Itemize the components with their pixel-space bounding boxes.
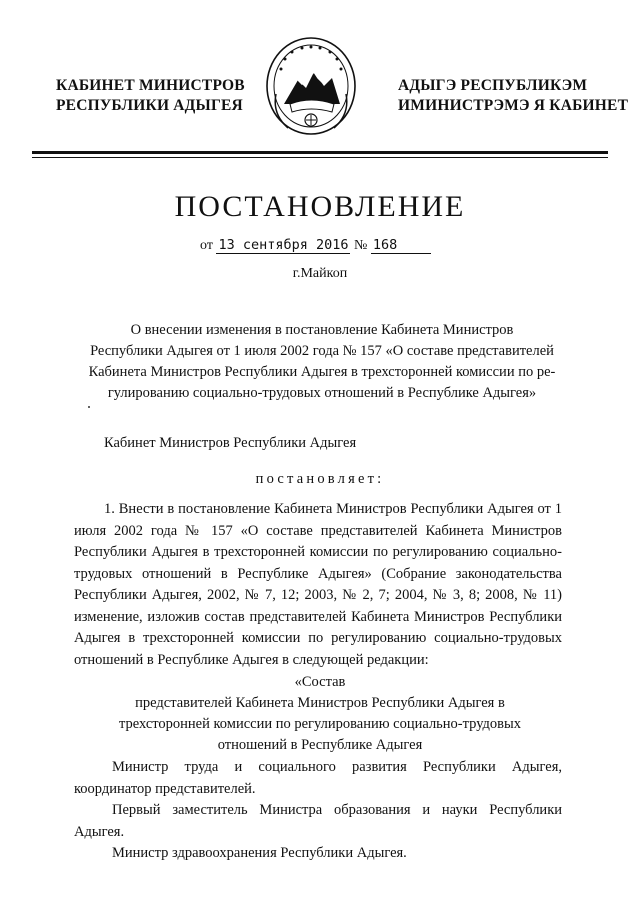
- document-subject: [72, 320, 572, 404]
- date-value: 13 сентября 2016: [218, 237, 349, 253]
- composition-title-line: трехсторонней комиссии по регулированию социально-трудовых: [118, 716, 522, 732]
- number-sign: №: [353, 238, 368, 253]
- composition-title-line: представителей Кабинета Министров Республики Адыгея в: [135, 695, 505, 711]
- members-list: [74, 757, 562, 865]
- city: г.Майкоп: [292, 266, 348, 281]
- header-divider-thin: [32, 157, 608, 158]
- member-item: Министр здравоохранения Республики Адыгея.: [112, 845, 407, 861]
- subject-line: гулированию социально-трудовых отношений в Республике Адыгея»: [107, 385, 537, 401]
- header-divider-thick: [32, 151, 608, 154]
- date-prefix: от: [200, 238, 213, 253]
- composition-title-line: «Состав: [294, 674, 346, 690]
- subject-line: О внесении изменения в постановление Кабинета Министров: [130, 322, 514, 338]
- header-right-line2: ИМИНИСТРЭМЭ Я КАБИНЕТ: [398, 97, 629, 114]
- composition-title-line: отношений в Республике Адыгея: [217, 737, 423, 753]
- header-left-line2: РЕСПУБЛИКИ АДЫГЕЯ: [56, 97, 243, 114]
- document-title: ПОСТАНОВЛЕНИЕ: [174, 190, 466, 223]
- composition-title: [70, 672, 570, 756]
- resolves-heading: постановляет:: [255, 471, 385, 487]
- coat-of-arms-icon: [262, 34, 360, 142]
- header-left-line1: КАБИНЕТ МИНИСТРОВ: [56, 77, 245, 94]
- header-right-line1: АДЫГЭ РЕСПУБЛИКЭМ: [398, 77, 588, 94]
- issuer: Кабинет Министров Республики Адыгея: [104, 435, 357, 451]
- paragraph-1: 1. Внести в постановление Кабинета Министров Республики Адыгея от 1 июля 2002 года № 157 «О составе представителей Кабинета Министров Республики Адыгея в трехсторонней комиссии по регулированию социально-трудовых отношений в Республике Адыгея» (Собрание законодательства Республики Адыгея, 2002, № 7, 12; 2003, № 2, 7; 2004, № 3, 8; 2008, № 11) изменение, изложив состав представителей Кабинета Министров Республики Адыгея в трехсторонней комиссии по регулированию социально-трудовых отношений в Республике Адыгея в следующей редакции:: [74, 501, 562, 668]
- document-number: 168: [371, 237, 431, 254]
- subject-line: Республики Адыгея от 1 июля 2002 года № 157 «О составе представителей: [90, 343, 554, 359]
- document-date-line: [200, 237, 431, 254]
- member-item: Министр труда и социального развития Республики Адыгея, координатор представителей.: [74, 759, 562, 797]
- scan-speck: [88, 406, 90, 408]
- member-item: Первый заместитель Министра образования и науки Республики Адыгея.: [74, 802, 562, 840]
- header-right: [398, 76, 628, 116]
- header-left: [56, 76, 245, 116]
- subject-line: Кабинета Министров Республики Адыгея в трехсторонней комиссии по ре-: [88, 364, 556, 380]
